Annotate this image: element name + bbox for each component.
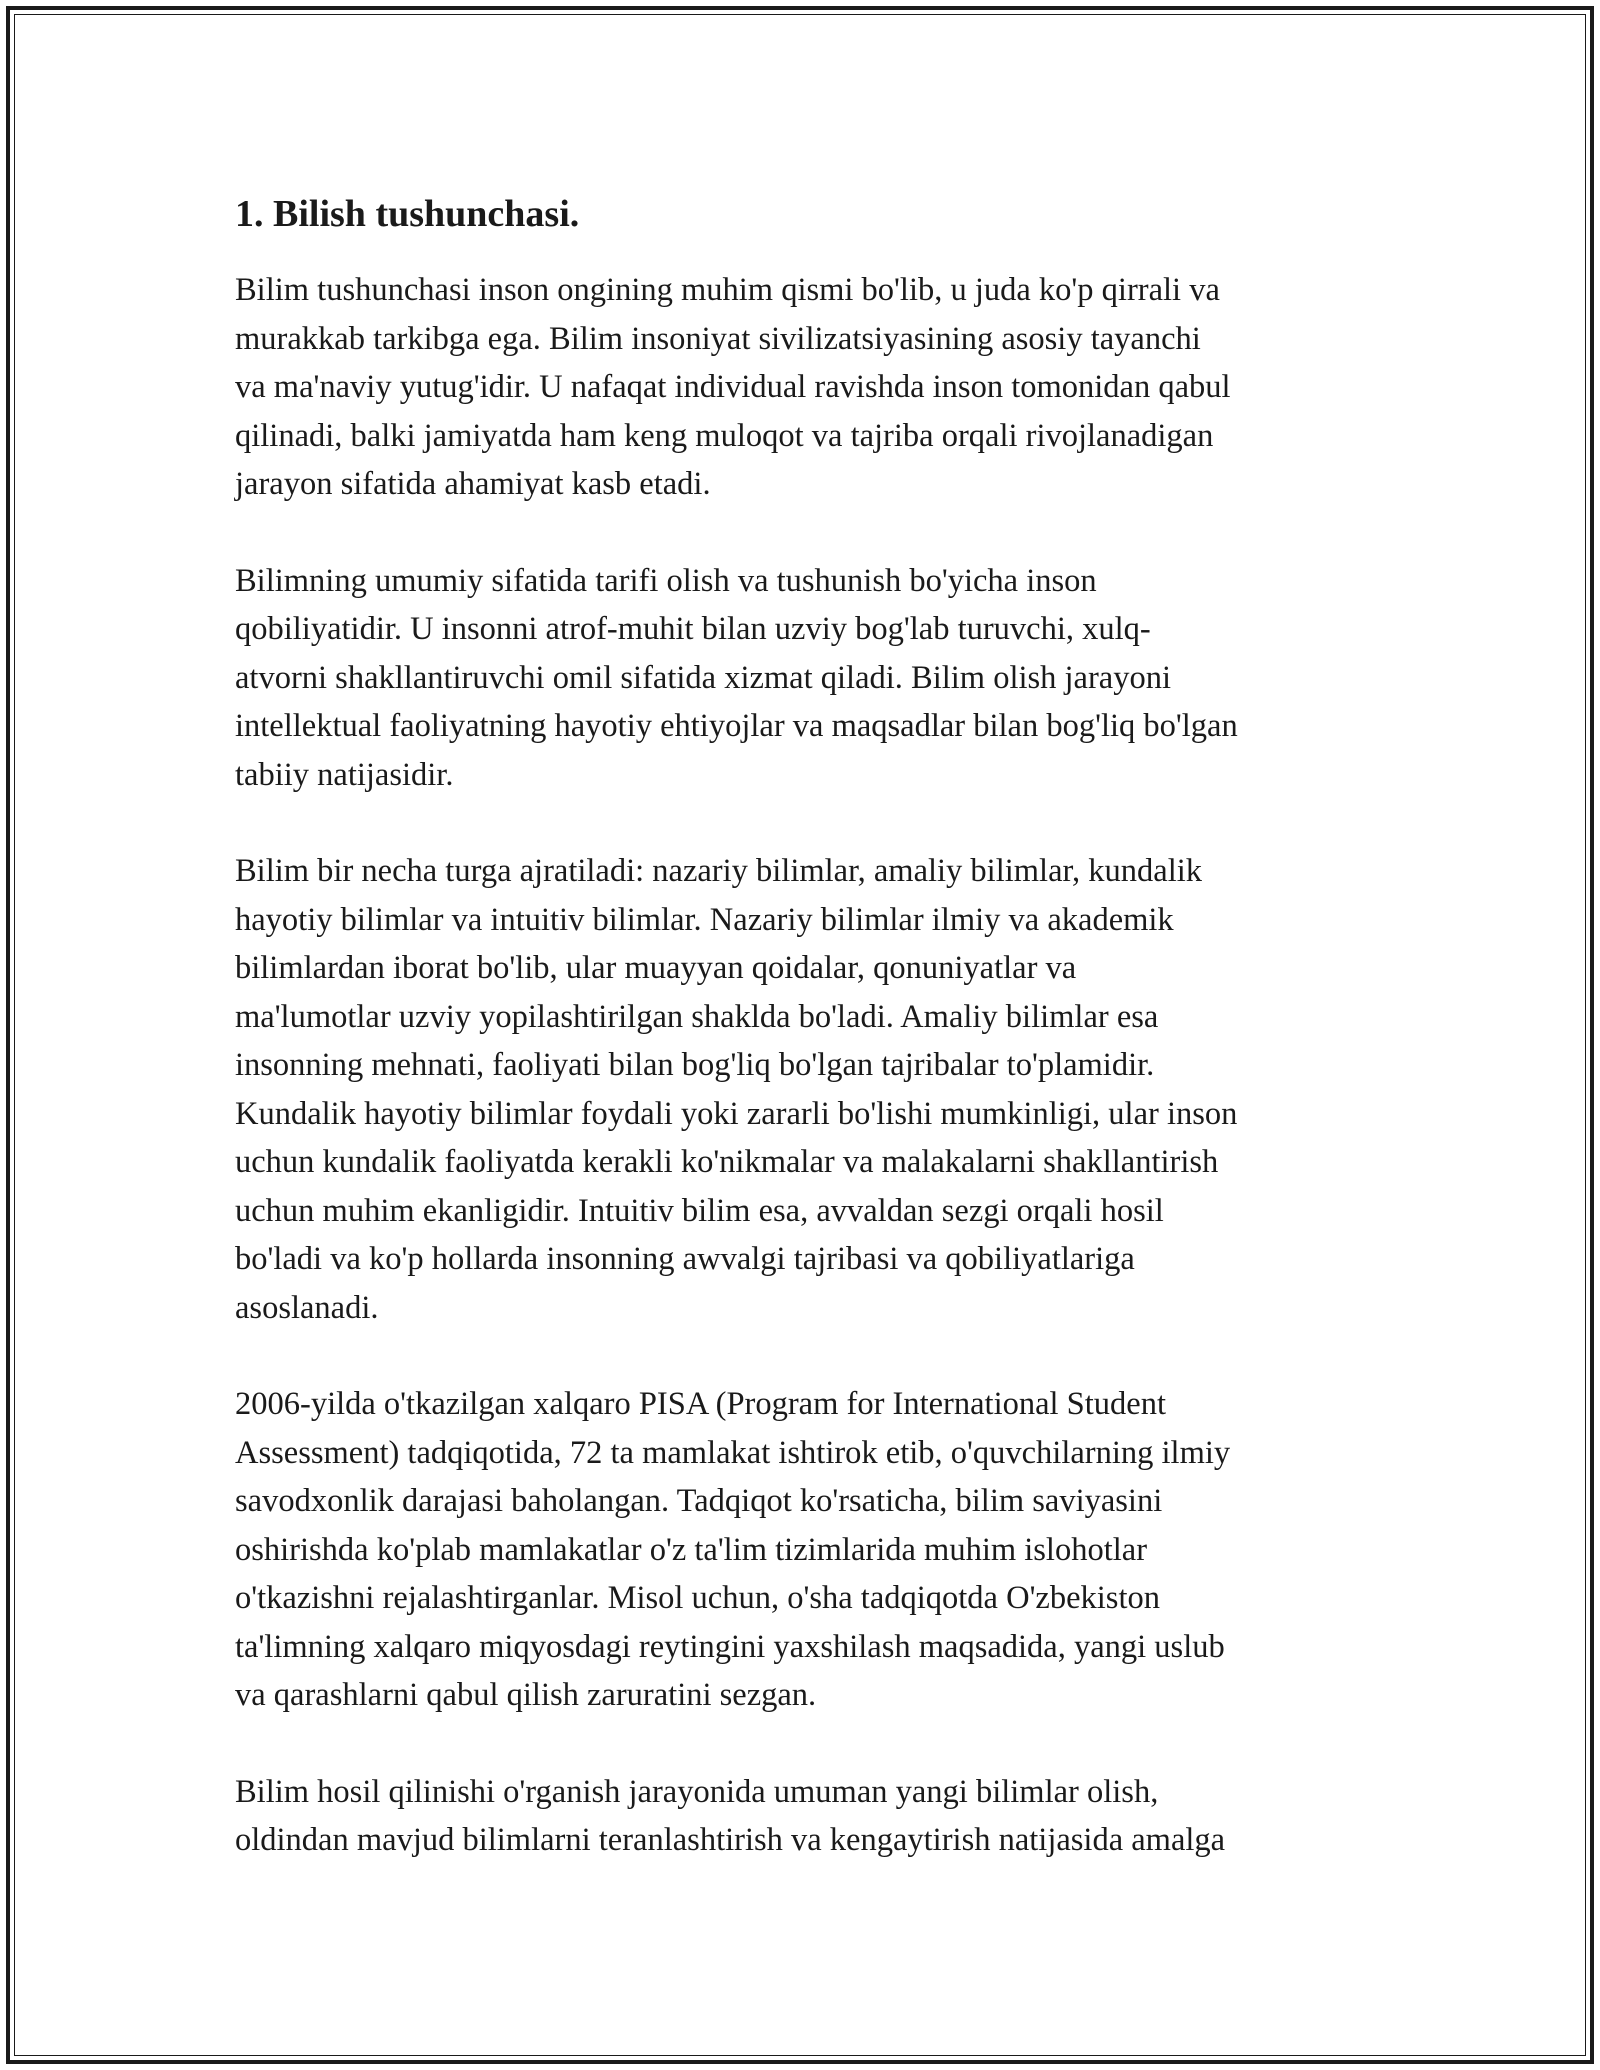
text-line: savodxonlik darajasi baholangan. Tadqiqot ko'rsaticha, bilim saviyasini bbox=[235, 1483, 1163, 1519]
text-line: Bilim tushunchasi inson ongining muhim qismi bo'lib, u juda ko'p qirrali va bbox=[235, 272, 1220, 308]
paragraph-4 bbox=[235, 1380, 1385, 1720]
text-line: uchun kundalik faoliyatda kerakli ko'nikmalar va malakalarni shakllantirish bbox=[235, 1144, 1219, 1180]
document-body bbox=[235, 190, 1385, 1913]
text-line: qilinadi, balki jamiyatda ham keng muloqot va tajriba orqali rivojlanadigan bbox=[235, 417, 1214, 454]
paragraph-3 bbox=[235, 847, 1385, 1332]
text-line: hayotiy bilimlar va intuitiv bilimlar. Nazariy bilimlar ilmiy va akademik bbox=[235, 901, 1174, 938]
paragraph-2 bbox=[235, 557, 1385, 800]
text-line: va ma'naviy yutug'idir. U nafaqat individual ravishda inson tomonidan qabul bbox=[235, 369, 1231, 405]
paragraph-1 bbox=[235, 266, 1385, 509]
text-line: Bilim bir necha turga ajratiladi: nazariy bilimlar, amaliy bilimlar, kundalik bbox=[235, 853, 1203, 889]
text-line: bilimlardan iborat bo'lib, ular muayyan qoidalar, qonuniyatlar va bbox=[235, 950, 1077, 986]
text-line: Kundalik hayotiy bilimlar foydali yoki zararli bo'lishi mumkinligi, ular inson bbox=[235, 1095, 1238, 1132]
text-line: uchun muhim ekanligidir. Intuitiv bilim esa, avvaldan sezgi orqali hosil bbox=[235, 1192, 1164, 1229]
text-line: 2006-yilda o'tkazilgan xalqaro PISA (Program for International Student bbox=[235, 1386, 1166, 1422]
text-line: tabiiy natijasidir. bbox=[235, 756, 454, 793]
text-line: intellektual faoliyatning hayotiy ehtiyojlar va maqsadlar bilan bog'liq bo'lgan bbox=[235, 708, 1238, 744]
section-heading: 1. Bilish tushunchasi. bbox=[235, 193, 580, 235]
text-line: oldindan mavjud bilimlarni teranlashtirish va kengaytirish natijasida amalga bbox=[235, 1822, 1226, 1858]
text-line: atvorni shakllantiruvchi omil sifatida xizmat qiladi. Bilim olish jarayoni bbox=[235, 659, 1172, 696]
text-line: asoslanadi. bbox=[235, 1289, 379, 1326]
paragraph-5 bbox=[235, 1768, 1385, 1865]
text-line: o'tkazishni rejalashtirganlar. Misol uchun, o'sha tadqiqotda O'zbekiston bbox=[235, 1580, 1160, 1616]
text-line: Bilim hosil qilinishi o'rganish jarayonida umuman yangi bilimlar olish, bbox=[235, 1773, 1159, 1810]
text-line: ma'lumotlar uzviy yopilashtirilgan shaklda bo'ladi. Amaliy bilimlar esa bbox=[235, 998, 1159, 1035]
text-line: murakkab tarkibga ega. Bilim insoniyat sivilizatsiyasining asosiy tayanchi bbox=[235, 320, 1201, 357]
text-line: insonning mehnati, faoliyati bilan bog'liq bo'lgan tajribalar to'plamidir. bbox=[235, 1047, 1155, 1083]
text-line: ta'limning xalqaro miqyosdagi reytingini yaxshilash maqsadida, yangi uslub bbox=[235, 1628, 1225, 1665]
text-line: va qarashlarni qabul qilish zaruratini sezgan. bbox=[235, 1677, 817, 1713]
text-line: bo'ladi va ko'p hollarda insonning awvalgi tajribasi va qobiliyatlariga bbox=[235, 1241, 1135, 1277]
text-line: qobiliyatidir. U insonni atrof-muhit bilan uzviy bog'lab turuvchi, xulq- bbox=[235, 611, 1151, 647]
text-line: oshirishda ko'plab mamlakatlar o'z ta'lim tizimlarida muhim islohotlar bbox=[235, 1531, 1148, 1568]
text-line: Bilimning umumiy sifatida tarifi olish va tushunish bo'yicha inson bbox=[235, 562, 1097, 599]
text-line: jarayon sifatida ahamiyat kasb etadi. bbox=[235, 466, 711, 502]
text-line: Assessment) tadqiqotida, 72 ta mamlakat ishtirok etib, o'quvchilarning ilmiy bbox=[235, 1434, 1231, 1471]
